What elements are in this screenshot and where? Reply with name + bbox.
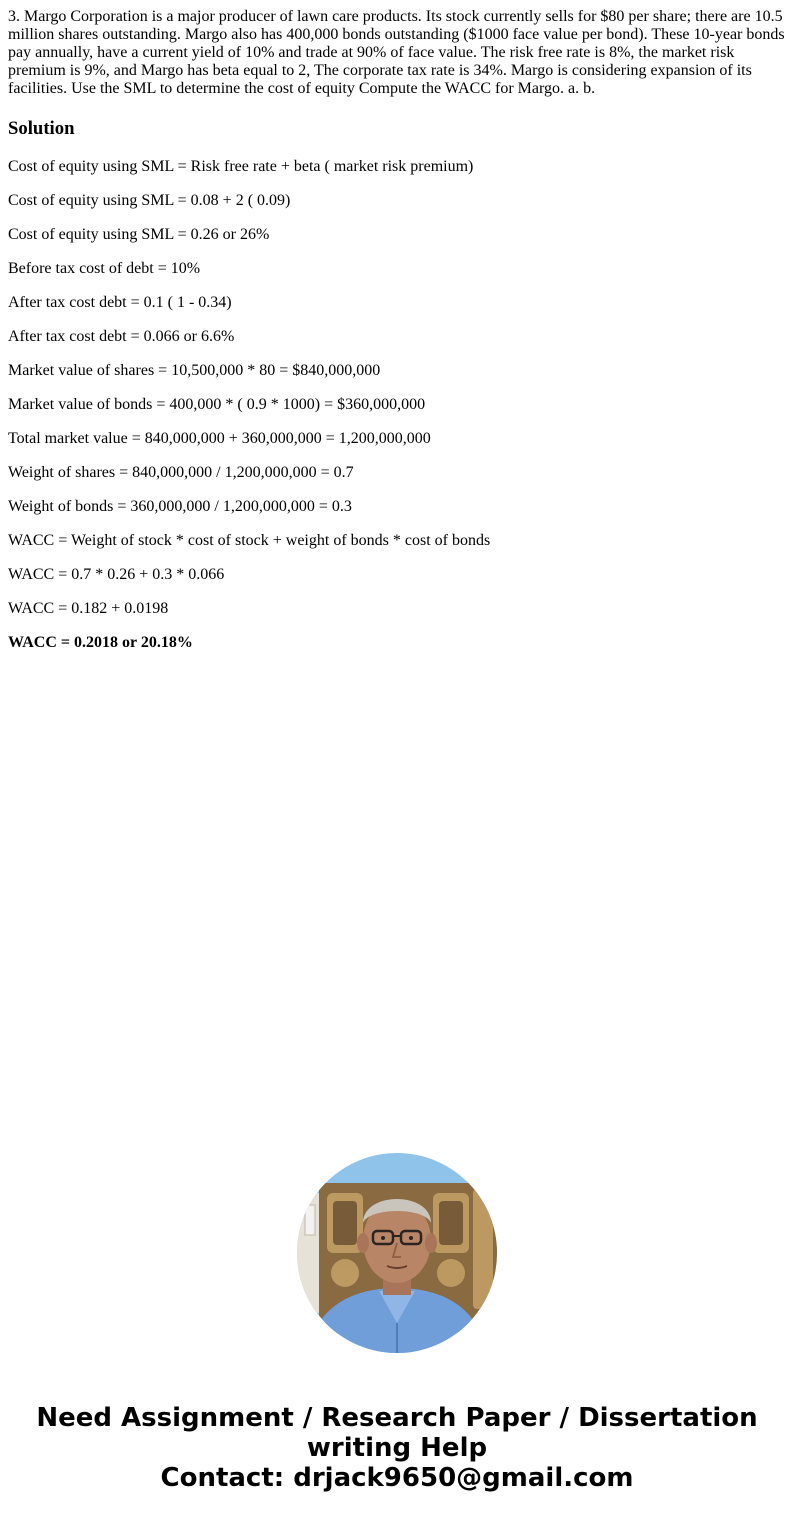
- solution-step: After tax cost debt = 0.066 or 6.6%: [8, 328, 235, 345]
- person-photo-icon: [297, 1153, 497, 1353]
- solution-heading: Solution: [8, 118, 75, 139]
- footer-line: Need Assignment / Research Paper / Dissertation: [36, 1403, 758, 1433]
- solution-steps: [8, 158, 788, 652]
- solution-step: Market value of bonds = 400,000 * ( 0.9 * 1000) = $360,000,000: [8, 396, 426, 413]
- solution-step: Weight of shares = 840,000,000 / 1,200,000,000 = 0.7: [8, 464, 354, 481]
- document-body: [8, 8, 788, 668]
- solution-step: Cost of equity using SML = 0.08 + 2 ( 0.09): [8, 192, 291, 209]
- question-text: 3. Margo Corporation is a major producer of lawn care products. Its stock currently sells for $80 per share; there are 10.5 million shares outstanding. Margo also has 400,000 bonds outstanding ($1000 face value per bond). These 10-year bonds pay annually, have a current yield of 10% and trade at 90% of face value. The risk free rate is 8%, the market risk premium is 9%, and Margo has beta equal to 2, The corporate tax rate is 34%. Margo is considering expansion of its facilities. Use the SML to determine the cost of equity Compute the WACC for Margo. a. b.: [8, 8, 785, 97]
- solution-step: Total market value = 840,000,000 + 360,000,000 = 1,200,000,000: [8, 430, 431, 447]
- solution-step: Cost of equity using SML = Risk free rate + beta ( market risk premium): [8, 158, 474, 175]
- solution-step: WACC = Weight of stock * cost of stock + weight of bonds * cost of bonds: [8, 532, 491, 549]
- solution-step: WACC = 0.7 * 0.26 + 0.3 * 0.066: [8, 566, 225, 583]
- avatar: [297, 1153, 497, 1353]
- solution-step: Cost of equity using SML = 0.26 or 26%: [8, 226, 270, 243]
- solution-step: Market value of shares = 10,500,000 * 80 = $840,000,000: [8, 362, 381, 379]
- footer-contact: Contact: drjack9650@gmail.com: [160, 1463, 634, 1493]
- solution-step: WACC = 0.182 + 0.0198: [8, 600, 169, 617]
- footer-line: writing Help: [306, 1433, 488, 1463]
- solution-step: Before tax cost of debt = 10%: [8, 260, 201, 277]
- solution-step: After tax cost debt = 0.1 ( 1 - 0.34): [8, 294, 232, 311]
- final-answer: WACC = 0.2018 or 20.18%: [8, 634, 193, 651]
- footer-banner: [0, 1403, 794, 1493]
- solution-step: Weight of bonds = 360,000,000 / 1,200,000,000 = 0.3: [8, 498, 352, 515]
